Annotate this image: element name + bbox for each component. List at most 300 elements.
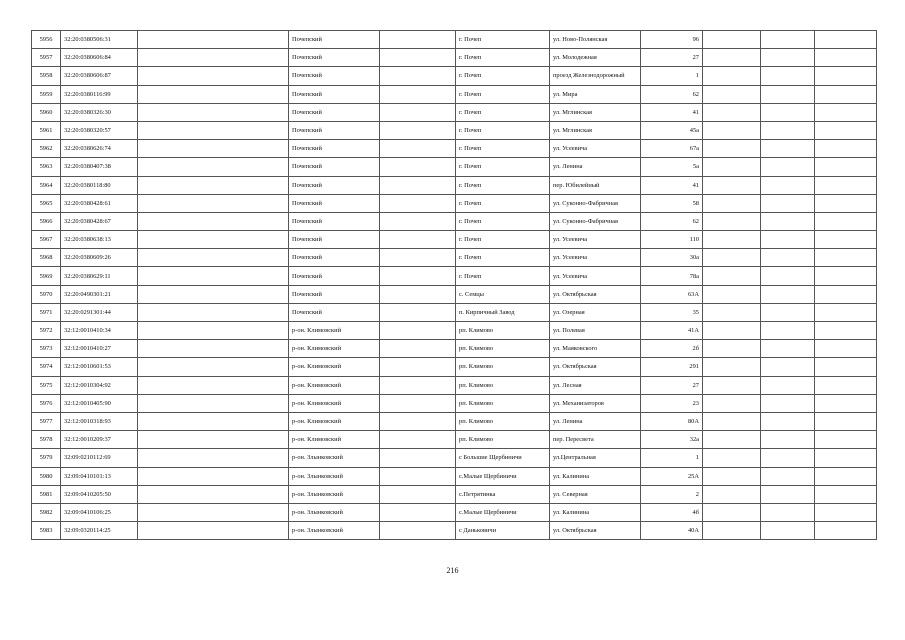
empty-cell [138,412,289,430]
cadastral-number-cell: 32:09:0320114:25 [61,522,138,540]
street-cell: ул. Лесная [550,376,641,394]
settlement-cell: г. Почеп [456,231,550,249]
empty-cell [815,285,877,303]
empty-cell [380,522,456,540]
table-row [32,376,877,394]
house-number-cell: 67а [641,140,703,158]
table-row [32,85,877,103]
street-cell: ул. Калинина [550,467,641,485]
row-number-cell: 5975 [32,376,61,394]
empty-cell [703,358,761,376]
row-number-cell: 5969 [32,267,61,285]
settlement-cell: с. Семцы [456,285,550,303]
street-cell: ул. Октябрьская [550,522,641,540]
street-cell: ул. Октябрьская [550,358,641,376]
empty-cell [815,412,877,430]
cadastral-number-cell: 32:20:0291301:44 [61,303,138,321]
settlement-cell: г. Почеп [456,212,550,230]
row-number-cell: 5959 [32,85,61,103]
table-row [32,449,877,467]
house-number-cell: 32а [641,431,703,449]
table-row [32,158,877,176]
empty-cell [761,522,815,540]
empty-cell [815,231,877,249]
row-number-cell: 5980 [32,467,61,485]
row-number-cell: 5957 [32,49,61,67]
empty-cell [703,85,761,103]
empty-cell [761,431,815,449]
table-row [32,467,877,485]
settlement-cell: г. Почеп [456,85,550,103]
settlement-cell: с.Малые Щербиничи [456,467,550,485]
empty-cell [761,249,815,267]
empty-cell [703,485,761,503]
empty-cell [380,431,456,449]
empty-cell [380,31,456,49]
empty-cell [703,103,761,121]
table-row [32,340,877,358]
empty-cell [761,358,815,376]
row-number-cell: 5968 [32,249,61,267]
house-number-cell: 45а [641,121,703,139]
district-cell: Почепский [289,49,380,67]
empty-cell [138,485,289,503]
cadastral-number-cell: 32:12:0010405:90 [61,394,138,412]
empty-cell [703,376,761,394]
row-number-cell: 5979 [32,449,61,467]
empty-cell [703,467,761,485]
street-cell: ул. Механизаторов [550,394,641,412]
empty-cell [815,267,877,285]
empty-cell [703,121,761,139]
row-number-cell: 5978 [32,431,61,449]
empty-cell [815,467,877,485]
empty-cell [380,85,456,103]
empty-cell [138,467,289,485]
table-row [32,412,877,430]
empty-cell [703,49,761,67]
empty-cell [380,249,456,267]
empty-cell [815,158,877,176]
empty-cell [815,85,877,103]
street-cell: проезд Железнодорожный [550,67,641,85]
empty-cell [138,358,289,376]
settlement-cell: рп. Климово [456,431,550,449]
empty-cell [815,522,877,540]
cadastral-number-cell: 32:12:0010410:27 [61,340,138,358]
district-cell: Почепский [289,67,380,85]
empty-cell [761,121,815,139]
table-row [32,103,877,121]
property-registry-table [31,30,877,540]
empty-cell [761,322,815,340]
empty-cell [815,31,877,49]
empty-cell [761,340,815,358]
empty-cell [815,503,877,521]
empty-cell [380,140,456,158]
street-cell: ул.Центральная [550,449,641,467]
cadastral-number-cell: 32:12:0010410:34 [61,322,138,340]
row-number-cell: 5972 [32,322,61,340]
district-cell: р-он. Климовский [289,358,380,376]
district-cell: Почепский [289,31,380,49]
district-cell: р-он. Климовский [289,340,380,358]
empty-cell [380,412,456,430]
cadastral-number-cell: 32:20:0380428:67 [61,212,138,230]
settlement-cell: г. Почеп [456,121,550,139]
district-cell: р-он. Злынковский [289,522,380,540]
house-number-cell: 2б [641,340,703,358]
empty-cell [815,194,877,212]
cadastral-number-cell: 32:12:0010209:37 [61,431,138,449]
house-number-cell: 5а [641,158,703,176]
district-cell: р-он. Климовский [289,376,380,394]
empty-cell [138,522,289,540]
cadastral-number-cell: 32:12:0010601:53 [61,358,138,376]
table-row [32,140,877,158]
row-number-cell: 5963 [32,158,61,176]
empty-cell [380,267,456,285]
empty-cell [138,431,289,449]
row-number-cell: 5964 [32,176,61,194]
empty-cell [761,467,815,485]
empty-cell [138,449,289,467]
table-row [32,194,877,212]
settlement-cell: рп. Климово [456,322,550,340]
empty-cell [380,340,456,358]
empty-cell [815,431,877,449]
row-number-cell: 5966 [32,212,61,230]
house-number-cell: 96 [641,31,703,49]
empty-cell [380,376,456,394]
cadastral-number-cell: 32:20:0380428:61 [61,194,138,212]
empty-cell [703,67,761,85]
street-cell: ул. Калинина [550,503,641,521]
cadastral-number-cell: 32:09:0410106:25 [61,503,138,521]
street-cell: ул. Мира [550,85,641,103]
empty-cell [703,449,761,467]
empty-cell [138,158,289,176]
empty-cell [703,158,761,176]
empty-cell [761,212,815,230]
street-cell: ул. Суконно-Фабричная [550,212,641,230]
house-number-cell: 30а [641,249,703,267]
empty-cell [138,303,289,321]
empty-cell [380,358,456,376]
empty-cell [380,322,456,340]
district-cell: Почепский [289,231,380,249]
house-number-cell: 62 [641,212,703,230]
empty-cell [703,431,761,449]
empty-cell [138,176,289,194]
row-number-cell: 5982 [32,503,61,521]
district-cell: р-он. Злынковский [289,467,380,485]
settlement-cell: г. Почеп [456,67,550,85]
empty-cell [380,285,456,303]
street-cell: ул. Северная [550,485,641,503]
table-row [32,231,877,249]
district-cell: Почепский [289,249,380,267]
row-number-cell: 5977 [32,412,61,430]
empty-cell [138,212,289,230]
empty-cell [380,394,456,412]
house-number-cell: 23 [641,394,703,412]
empty-cell [703,503,761,521]
street-cell: пер. Пересвета [550,431,641,449]
house-number-cell: 25А [641,467,703,485]
district-cell: Почепский [289,267,380,285]
empty-cell [138,103,289,121]
empty-cell [815,140,877,158]
empty-cell [380,176,456,194]
street-cell: ул. Октябрьская [550,285,641,303]
empty-cell [380,467,456,485]
empty-cell [703,412,761,430]
empty-cell [703,231,761,249]
empty-cell [815,176,877,194]
house-number-cell: 58 [641,194,703,212]
empty-cell [703,249,761,267]
empty-cell [138,340,289,358]
empty-cell [703,340,761,358]
empty-cell [761,140,815,158]
empty-cell [703,394,761,412]
house-number-cell: 291 [641,358,703,376]
street-cell: ул. Ново-Полянская [550,31,641,49]
empty-cell [138,31,289,49]
table-row [32,522,877,540]
street-cell: ул. Озерная [550,303,641,321]
table-row [32,485,877,503]
empty-cell [380,49,456,67]
row-number-cell: 5962 [32,140,61,158]
empty-cell [138,194,289,212]
table-row [32,212,877,230]
street-cell: ул. Усеевича [550,267,641,285]
district-cell: Почепский [289,303,380,321]
empty-cell [703,194,761,212]
empty-cell [138,322,289,340]
empty-cell [703,267,761,285]
district-cell: Почепский [289,121,380,139]
cadastral-number-cell: 32:12:0010304:92 [61,376,138,394]
empty-cell [703,322,761,340]
district-cell: р-он. Злынковский [289,449,380,467]
empty-cell [815,376,877,394]
empty-cell [138,285,289,303]
settlement-cell: г. Почеп [456,31,550,49]
settlement-cell: рп. Климово [456,340,550,358]
empty-cell [761,376,815,394]
empty-cell [815,103,877,121]
house-number-cell: 41 [641,103,703,121]
settlement-cell: г. Почеп [456,103,550,121]
empty-cell [761,49,815,67]
cadastral-number-cell: 32:20:0380626:74 [61,140,138,158]
house-number-cell: 4б [641,503,703,521]
table-row [32,322,877,340]
empty-cell [138,140,289,158]
empty-cell [138,503,289,521]
cadastral-number-cell: 32:12:0010318:93 [61,412,138,430]
settlement-cell: г. Почеп [456,267,550,285]
empty-cell [761,485,815,503]
street-cell: ул. Мглинская [550,121,641,139]
empty-cell [761,503,815,521]
settlement-cell: с Даньковичи [456,522,550,540]
empty-cell [761,412,815,430]
settlement-cell: рп. Климово [456,412,550,430]
empty-cell [138,85,289,103]
table-body [32,31,877,540]
cadastral-number-cell: 32:20:0380506:31 [61,31,138,49]
table-row [32,267,877,285]
table-row [32,303,877,321]
settlement-cell: г. Почеп [456,249,550,267]
cadastral-number-cell: 32:20:0380609:26 [61,249,138,267]
empty-cell [761,103,815,121]
house-number-cell: 35 [641,303,703,321]
empty-cell [703,285,761,303]
cadastral-number-cell: 32:20:0380638:13 [61,231,138,249]
house-number-cell: 1 [641,67,703,85]
district-cell: Почепский [289,158,380,176]
row-number-cell: 5956 [32,31,61,49]
empty-cell [380,67,456,85]
settlement-cell: г. Почеп [456,140,550,158]
row-number-cell: 5971 [32,303,61,321]
empty-cell [815,249,877,267]
house-number-cell: 27 [641,49,703,67]
district-cell: Почепский [289,285,380,303]
empty-cell [380,231,456,249]
district-cell: р-он. Климовский [289,322,380,340]
district-cell: Почепский [289,85,380,103]
empty-cell [815,49,877,67]
house-number-cell: 40А [641,522,703,540]
empty-cell [761,449,815,467]
district-cell: р-он. Климовский [289,412,380,430]
row-number-cell: 5958 [32,67,61,85]
empty-cell [138,121,289,139]
street-cell: ул. Молодежная [550,49,641,67]
empty-cell [380,503,456,521]
empty-cell [761,158,815,176]
empty-cell [138,267,289,285]
empty-cell [815,340,877,358]
empty-cell [380,449,456,467]
empty-cell [761,285,815,303]
house-number-cell: 2 [641,485,703,503]
cadastral-number-cell: 32:20:0380116:99 [61,85,138,103]
district-cell: Почепский [289,103,380,121]
empty-cell [815,67,877,85]
district-cell: р-он. Злынковский [289,503,380,521]
house-number-cell: 27 [641,376,703,394]
house-number-cell: 41 [641,176,703,194]
district-cell: р-он. Климовский [289,394,380,412]
empty-cell [815,449,877,467]
row-number-cell: 5970 [32,285,61,303]
house-number-cell: 1 [641,449,703,467]
settlement-cell: рп. Климово [456,376,550,394]
district-cell: р-он. Злынковский [289,485,380,503]
house-number-cell: 80А [641,412,703,430]
settlement-cell: г. Почеп [456,194,550,212]
empty-cell [761,31,815,49]
settlement-cell: рп. Климово [456,358,550,376]
street-cell: ул. Ленина [550,412,641,430]
empty-cell [761,67,815,85]
empty-cell [703,212,761,230]
row-number-cell: 5976 [32,394,61,412]
table-row [32,249,877,267]
cadastral-number-cell: 32:20:0380407:38 [61,158,138,176]
empty-cell [703,31,761,49]
empty-cell [380,103,456,121]
empty-cell [380,303,456,321]
settlement-cell: с Большие Щербиничи [456,449,550,467]
street-cell: ул. Усеевича [550,140,641,158]
table-row [32,31,877,49]
district-cell: Почепский [289,194,380,212]
empty-cell [138,376,289,394]
empty-cell [138,67,289,85]
empty-cell [761,194,815,212]
house-number-cell: 63А [641,285,703,303]
cadastral-number-cell: 32:20:0380320:57 [61,121,138,139]
empty-cell [380,121,456,139]
empty-cell [380,158,456,176]
cadastral-number-cell: 32:20:0380118:80 [61,176,138,194]
table-row [32,394,877,412]
empty-cell [138,231,289,249]
street-cell: ул. Маяковского [550,340,641,358]
row-number-cell: 5960 [32,103,61,121]
empty-cell [703,176,761,194]
district-cell: Почепский [289,140,380,158]
house-number-cell: 41А [641,322,703,340]
empty-cell [380,485,456,503]
row-number-cell: 5961 [32,121,61,139]
empty-cell [380,194,456,212]
row-number-cell: 5974 [32,358,61,376]
cadastral-number-cell: 32:20:0490301:21 [61,285,138,303]
cadastral-number-cell: 32:09:0410101:13 [61,467,138,485]
empty-cell [138,249,289,267]
cadastral-number-cell: 32:20:0380326:30 [61,103,138,121]
cadastral-number-cell: 32:20:0380606:87 [61,67,138,85]
empty-cell [815,121,877,139]
cadastral-number-cell: 32:09:0210112:69 [61,449,138,467]
street-cell: ул. Усеевича [550,249,641,267]
house-number-cell: 62 [641,85,703,103]
table-row [32,431,877,449]
cadastral-number-cell: 32:20:0380606:84 [61,49,138,67]
street-cell: ул. Усеевича [550,231,641,249]
empty-cell [703,140,761,158]
empty-cell [761,394,815,412]
row-number-cell: 5967 [32,231,61,249]
district-cell: р-он. Климовский [289,431,380,449]
table-row [32,285,877,303]
table-row [32,358,877,376]
settlement-cell: с.Малые Щербиничи [456,503,550,521]
empty-cell [138,49,289,67]
settlement-cell: рп. Климово [456,394,550,412]
empty-cell [138,394,289,412]
empty-cell [815,485,877,503]
